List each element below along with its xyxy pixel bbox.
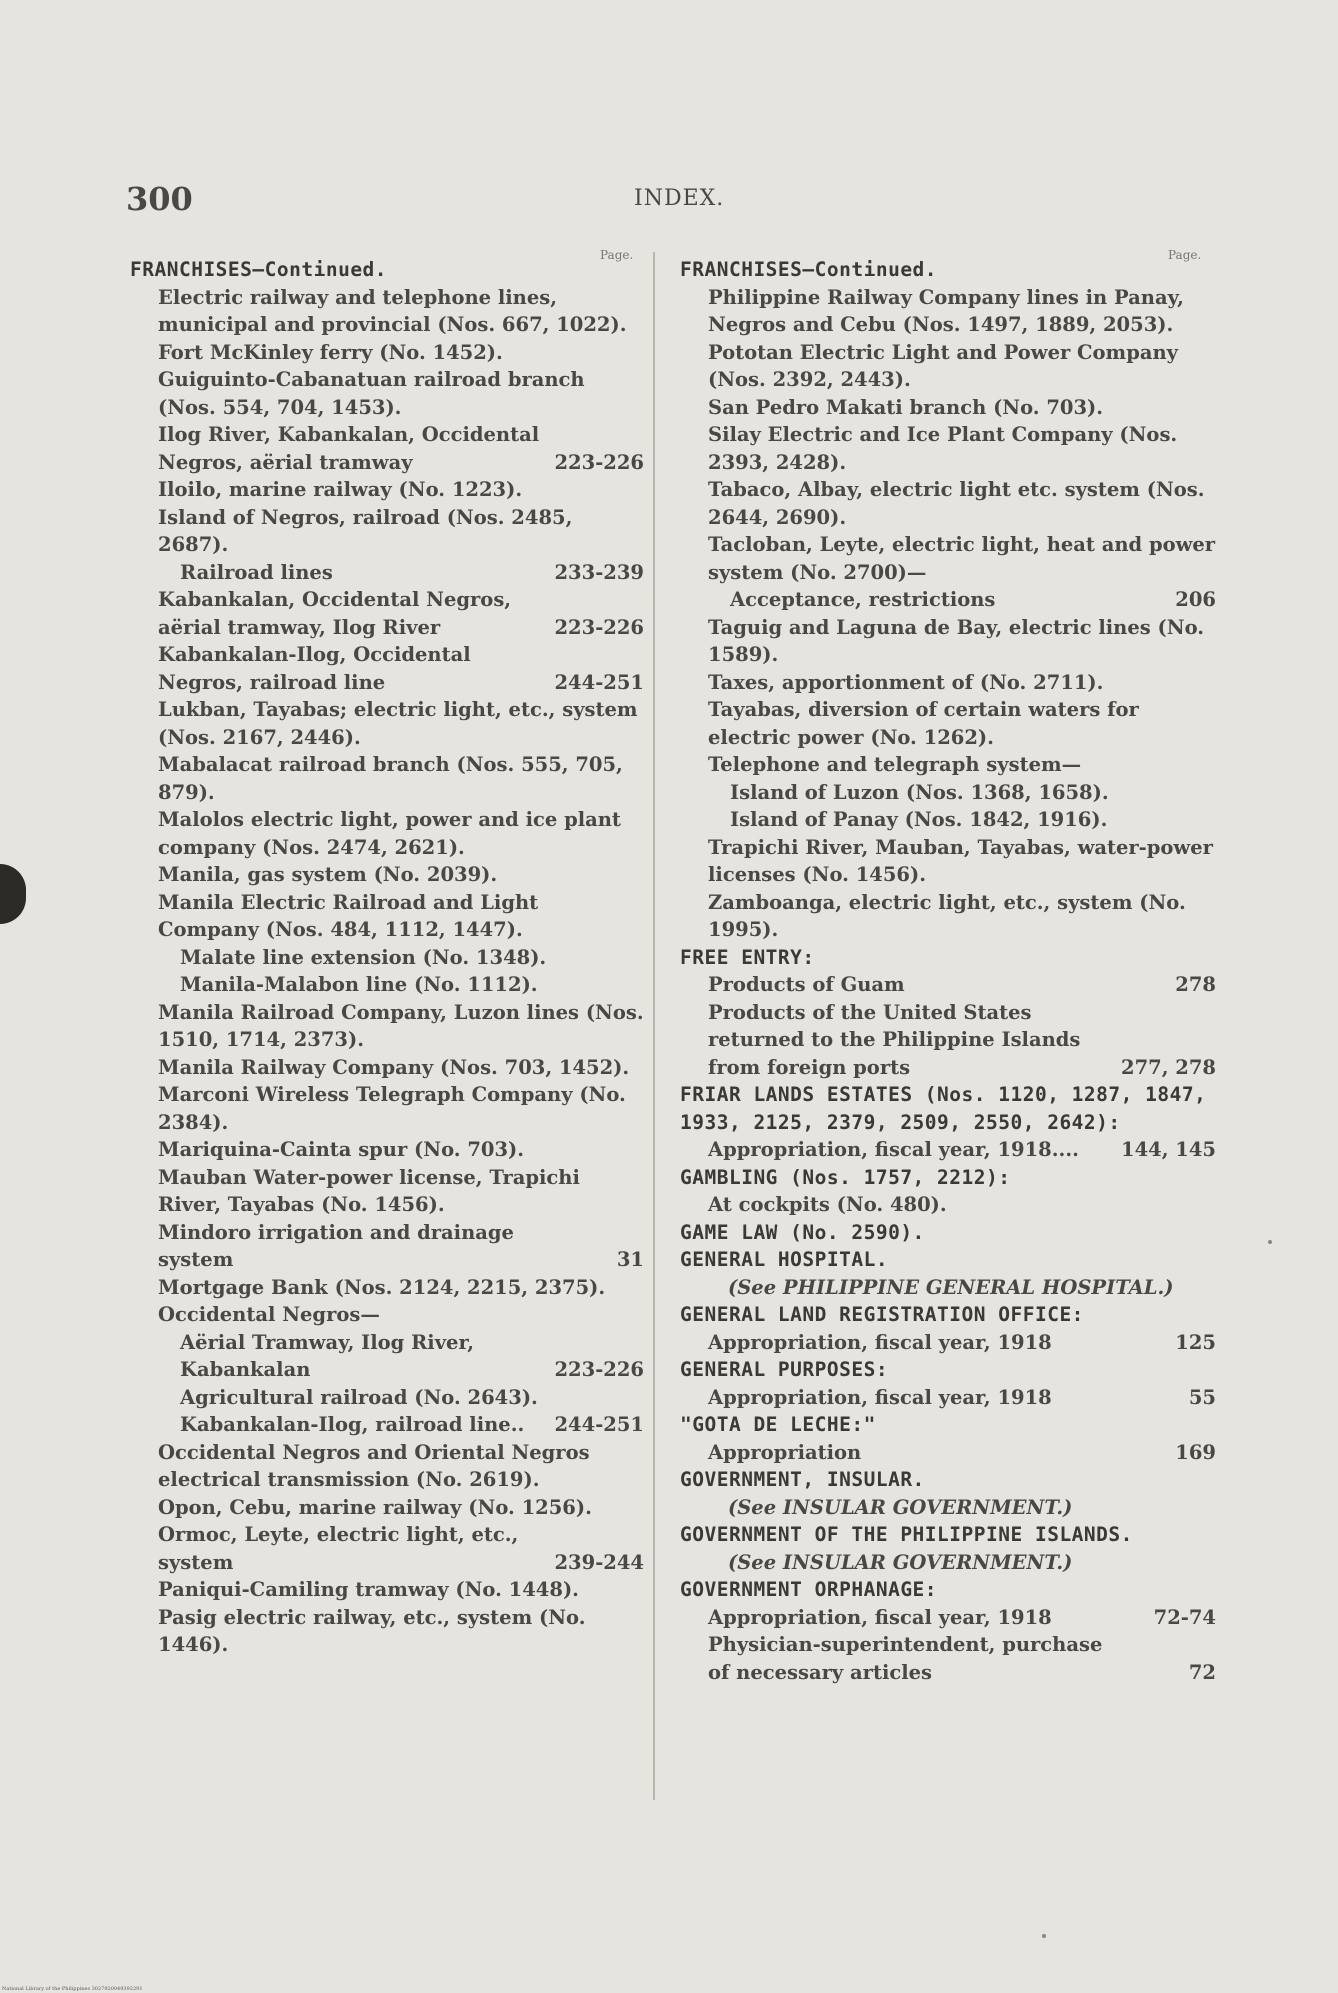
page-reference: 31 [616,1248,644,1271]
index-entry [680,284,1216,339]
index-entry [130,889,644,944]
page-column-label-left: Page. [600,248,634,262]
index-entry-text: Malolos electric light, power and ice plant company (Nos. 2474, 2621). [158,808,621,859]
index-entry [130,971,644,999]
index-column-right [680,256,1216,1686]
index-entry-text: Agricultural railroad (No. 2643). [180,1385,538,1409]
index-entry-text: Mortgage Bank (Nos. 2124, 2215, 2375). [158,1275,606,1299]
index-entry [680,476,1216,531]
index-entry-text: Tayabas, diversion of certain waters for electric power (No. 1262). [708,698,1139,749]
index-entry [130,1136,644,1164]
index-heading: FRANCHISES—Continued. [130,258,388,281]
index-entry-text: Paniqui-Camiling tramway (No. 1448). [158,1578,579,1601]
index-entry [130,1521,644,1576]
index-entry [130,559,644,587]
index-entry [130,1604,644,1659]
page-reference: 223-226 [554,1358,644,1381]
index-entry [680,751,1216,779]
page-reference: 144, 145 [1121,1138,1216,1161]
index-entry-text: Products of Guam [708,973,905,996]
index-entry-text: Pototan Electric Light and Power Company (Nos. 2392, 2443). [708,340,1178,391]
index-entry-text: Iloilo, marine railway (No. 1223). [158,478,523,501]
page-reference: 55 [1188,1385,1216,1409]
footer-credit: National Library of the Philippines 3027920049392291 [2,1986,143,1992]
index-entry-text: Electric railway and telephone lines, municipal and provincial (Nos. 667, 1022). [158,285,627,336]
index-heading: GENERAL HOSPITAL. [680,1248,889,1271]
index-entry [680,1246,1216,1274]
page-reference: 277, 278 [1121,1055,1216,1079]
page-reference: 223-226 [554,615,644,639]
index-entry [680,339,1216,394]
index-entry [680,1411,1216,1439]
index-entry [680,1356,1216,1384]
index-entry-text: Manila Railway Company (Nos. 703, 1452). [158,1055,630,1079]
index-entry-text: Ormoc, Leyte, electric light, etc., system [158,1523,519,1574]
index-entry [130,1439,644,1494]
page-reference: 278 [1175,973,1216,996]
index-entry [680,1631,1216,1686]
index-entry [680,586,1216,614]
paper-speck [1268,1240,1272,1244]
index-entry [130,1384,644,1412]
index-heading: GOVERNMENT OF THE PHILIPPINE ISLANDS. [680,1523,1133,1546]
index-entry [130,1494,644,1522]
index-entry-text: Mindoro irrigation and drainage system [158,1220,514,1271]
index-entry-text: Occidental Negros— [158,1303,380,1326]
index-heading: GOVERNMENT ORPHANAGE: [680,1578,938,1601]
index-entry [130,1411,644,1439]
page-reference: 206 [1175,588,1216,611]
index-entry [680,1329,1216,1357]
index-entry [680,696,1216,751]
index-entry-text: Manila, gas system (No. 2039). [158,863,498,886]
index-entry [680,669,1216,697]
index-entry [130,1219,644,1274]
index-entry-text: Pasig electric railway, etc., system (No. 1446). [158,1605,586,1656]
index-column-left [130,256,644,1659]
index-entry-text: Kabankalan-Ilog, Occidental Negros, railroad line [158,643,471,694]
index-entry [680,531,1216,586]
index-entry [130,1301,644,1329]
index-entry-text: Island of Luzon (Nos. 1368, 1658). [730,780,1109,804]
index-entry [680,889,1216,944]
index-entry-text: Ilog River, Kabankalan, Occidental Negros, aërial tramway [158,423,540,474]
index-heading: FRANCHISES—Continued. [680,258,938,281]
index-entry-text: Kabankalan-Ilog, railroad line.. [180,1413,525,1436]
page-reference: 244-251 [554,1413,644,1436]
index-entry [130,421,644,476]
index-entry [130,284,644,339]
index-entry [680,614,1216,669]
page-column-label-right: Page. [1168,248,1202,262]
index-entry-text: Mabalacat railroad branch (Nos. 555, 705, 879). [158,753,623,804]
index-entry-text: Malate line extension (No. 1348). [180,945,547,969]
index-entry-text: Zamboanga, electric light, etc., system (No. 1995). [708,890,1186,941]
index-entry [680,971,1216,999]
index-entry-text: Manila Electric Railroad and Light Company (Nos. 484, 1112, 1447). [158,890,539,941]
index-entry-text: Guiguinto-Cabanatuan railroad branch (Nos. 554, 704, 1453). [158,368,585,419]
index-entry [130,1576,644,1604]
index-entry [130,256,644,284]
index-heading: GENERAL PURPOSES: [680,1358,889,1381]
index-entry-text: (See INSULAR GOVERNMENT.) [728,1550,1073,1574]
index-entry-text: Opon, Cebu, marine railway (No. 1256). [158,1495,592,1519]
index-entry [130,504,644,559]
index-entry-text: Mauban Water-power license, Trapichi River, Tayabas (No. 1456). [158,1165,580,1216]
paper-speck [1042,1934,1046,1938]
index-entry-text: Tacloban, Leyte, electric light, heat and power system (No. 2700)— [708,533,1216,584]
index-heading: "GOTA DE LECHE:" [680,1413,876,1436]
index-entry [130,999,644,1054]
index-entry [680,779,1216,807]
page-reference: 169 [1175,1440,1216,1464]
index-entry [680,834,1216,889]
index-entry [130,476,644,504]
index-entry-text: Trapichi River, Mauban, Tayabas, water-power licenses (No. 1456). [708,835,1213,886]
index-entry-text: San Pedro Makati branch (No. 703). [708,395,1104,419]
index-entry-text: Manila Railroad Company, Luzon lines (Nos. 1510, 1714, 2373). [158,1000,644,1051]
index-entry [130,1329,644,1384]
index-entry [130,339,644,367]
index-entry [680,806,1216,834]
index-entry-text: Island of Panay (Nos. 1842, 1916). [730,808,1108,831]
page-title: INDEX. [634,186,725,211]
index-entry [680,1466,1216,1494]
index-entry [130,1054,644,1082]
page-reference: 239-244 [554,1550,644,1574]
page-reference: 233-239 [554,560,644,584]
index-entry-text: Acceptance, restrictions [730,588,996,611]
index-entry-text: Appropriation, fiscal year, 1918 [708,1330,1052,1354]
index-entry [680,999,1216,1082]
index-entry-text: Appropriation [708,1440,862,1464]
index-entry [680,1164,1216,1192]
index-entry [680,1191,1216,1219]
index-heading: GOVERNMENT, INSULAR. [680,1468,925,1491]
index-heading: FRIAR LANDS ESTATES (Nos. 1120, 1287, 1847, 1933, 2125, 2379, 2509, 2550, 2642): [680,1083,1207,1134]
index-heading: GENERAL LAND REGISTRATION OFFICE: [680,1303,1084,1326]
index-entry-text: Kabankalan, Occidental Negros, aërial tramway, Ilog River [158,588,512,639]
index-entry-text: At cockpits (No. 480). [708,1193,947,1216]
index-entry-text: Physician-superintendent, purchase of necessary articles [708,1633,1103,1684]
index-entry-text: Manila-Malabon line (No. 1112). [180,973,538,996]
index-entry-text: Taxes, apportionment of (No. 2711). [708,670,1104,694]
index-entry [680,1081,1216,1136]
index-entry [680,1136,1216,1164]
index-entry-text: Marconi Wireless Telegraph Company (No. 2384). [158,1083,626,1134]
index-entry [680,394,1216,422]
index-entry [130,1164,644,1219]
index-entry-text: Silay Electric and Ice Plant Company (Nos. 2393, 2428). [708,423,1178,474]
index-entry [130,586,644,641]
index-entry [130,751,644,806]
index-entry [130,641,644,696]
index-entry-text: Mariquina-Cainta spur (No. 703). [158,1138,525,1161]
index-entry-text: Island of Negros, railroad (Nos. 2485, 2687). [158,505,573,556]
index-entry [680,1301,1216,1329]
index-entry [130,366,644,421]
index-entry [130,1274,644,1302]
index-entry-text: Lukban, Tayabas; electric light, etc., system (Nos. 2167, 2446). [158,698,638,749]
index-heading: GAMBLING (Nos. 1757, 2212): [680,1165,1011,1189]
index-entry-text: Railroad lines [180,560,333,584]
index-entry [680,1274,1216,1302]
index-entry [680,1219,1216,1247]
index-entry-text: (See PHILIPPINE GENERAL HOSPITAL.) [728,1275,1174,1299]
index-entry [680,1549,1216,1577]
index-entry [680,256,1216,284]
index-entry [130,1081,644,1136]
index-entry [130,944,644,972]
page-reference: 72-74 [1153,1605,1216,1629]
index-entry [130,806,644,861]
index-entry-text: Occidental Negros and Oriental Negros electrical transmission (No. 2619). [158,1440,590,1491]
index-heading: GAME LAW (No. 2590). [680,1220,925,1244]
edge-shadow [0,864,26,924]
index-entry-text: Appropriation, fiscal year, 1918.... [708,1138,1079,1161]
index-entry [680,1494,1216,1522]
index-entry-text: Appropriation, fiscal year, 1918 [708,1605,1052,1629]
index-entry [680,1604,1216,1632]
page-reference: 223-226 [554,450,644,474]
index-entry-text: (See INSULAR GOVERNMENT.) [728,1495,1073,1519]
column-divider [653,252,655,1800]
index-entry-text: Taguig and Laguna de Bay, electric lines (No. 1589). [708,615,1205,666]
page-reference: 125 [1175,1330,1216,1354]
index-entry [680,1384,1216,1412]
index-entry-text: Fort McKinley ferry (No. 1452). [158,340,503,364]
index-entry-text: Telephone and telegraph system— [708,753,1082,776]
index-entry-text: Aërial Tramway, Ilog River, Kabankalan [180,1330,475,1381]
index-entry [130,861,644,889]
page-number: 300 [126,180,193,218]
index-entry [680,421,1216,476]
index-entry [130,696,644,751]
page-reference: 244-251 [554,670,644,694]
index-entry [680,1576,1216,1604]
index-entry-text: Philippine Railway Company lines in Panay, Negros and Cebu (Nos. 1497, 1889, 2053). [708,285,1184,336]
index-entry [680,1521,1216,1549]
index-entry-text: Tabaco, Albay, electric light etc. system (Nos. 2644, 2690). [708,478,1205,529]
index-heading: FREE ENTRY: [680,945,815,969]
index-entry [680,1439,1216,1467]
index-entry [680,944,1216,972]
page-reference: 72 [1188,1660,1216,1684]
index-entry-text: Appropriation, fiscal year, 1918 [708,1385,1052,1409]
index-entry-text: Products of the United States returned to the Philippine Islands from foreign ports [708,1000,1081,1079]
